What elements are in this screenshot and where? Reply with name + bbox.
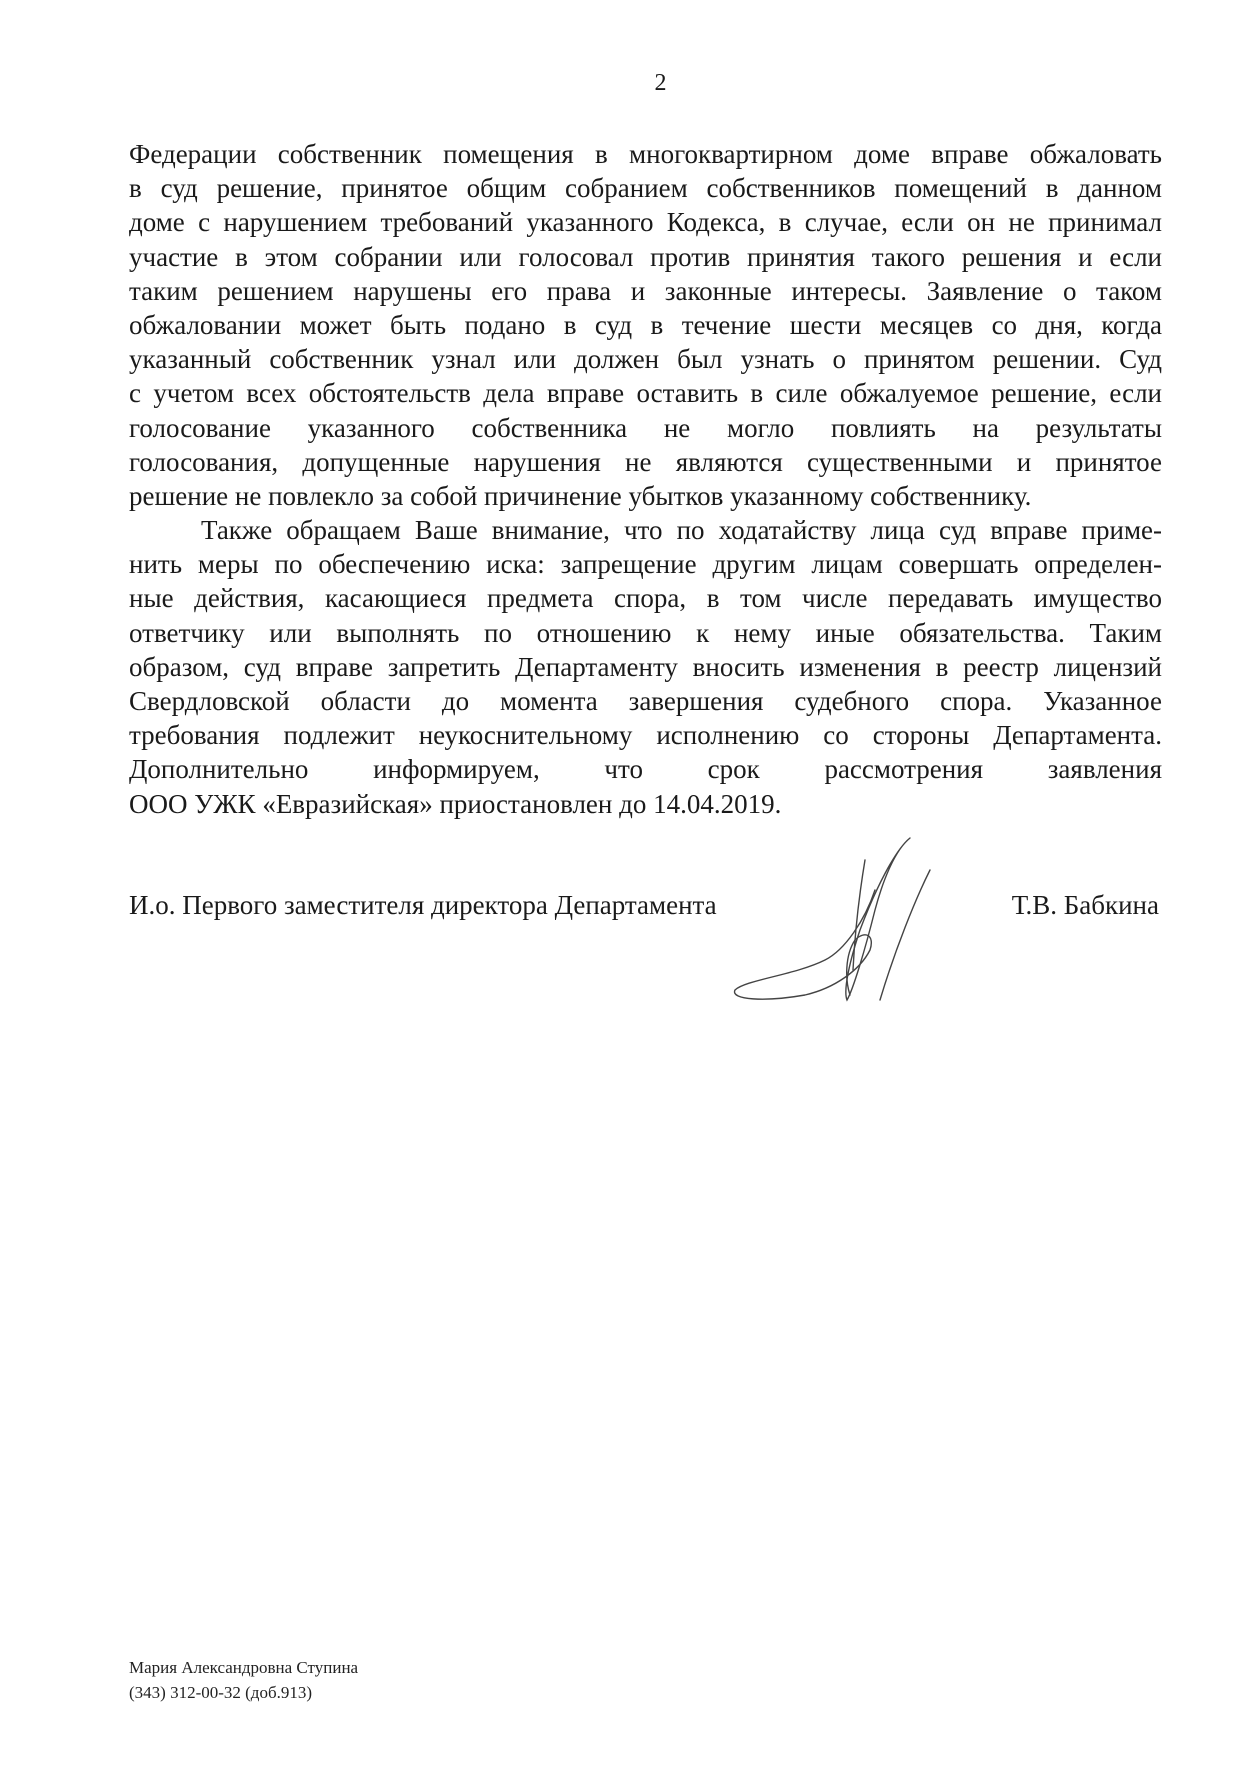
text-line: решение не повлекло за собой причинение убытков указанному собственнику.	[129, 480, 1032, 511]
text-line: Дополнительно информируем, что срок рассмотрения заявления	[129, 754, 1162, 785]
page-number: 2	[654, 70, 667, 96]
text-line: ООО УЖК «Евразийская» приостановлен до 14.04.2019.	[129, 788, 782, 819]
letter-body	[129, 137, 1162, 821]
text-line: ные действия, касающиеся предмета спора, в том числе передавать имущество	[129, 583, 1162, 614]
paragraph-2	[129, 513, 1162, 821]
signatory-name: Т.В. Бабкина	[1011, 890, 1159, 920]
text-line: Свердловской области до момента завершения судебного спора. Указанное	[129, 686, 1162, 716]
executor-phone: (343) 312-00-32 (доб.913)	[129, 1683, 313, 1702]
text-line: таким решением нарушены его права и законные интересы. Заявление о таком	[129, 275, 1162, 306]
text-line: доме с нарушением требований указанного Кодекса, в случае, если он не принимал	[129, 207, 1162, 238]
text-line: Федерации собственник помещения в многоквартирном доме вправе обжаловать	[129, 139, 1162, 169]
signatory-position: И.о. Первого заместителя директора Департамента	[129, 890, 717, 920]
text-line: требования подлежит неукоснительному исполнению со стороны Департамента.	[129, 720, 1162, 751]
text-line: обжаловании может быть подано в суд в течение шести месяцев со дня, когда	[129, 309, 1162, 340]
text-line: нить меры по обеспечению иска: запрещение другим лицам совершать определен-	[129, 549, 1162, 580]
text-line: образом, суд вправе запретить Департаменту вносить изменения в реестр лицензий	[129, 651, 1162, 682]
text-line: указанный собственник узнал или должен был узнать о принятом решении. Суд	[129, 344, 1162, 375]
executor-contact	[129, 1655, 358, 1705]
paragraph-1	[129, 137, 1162, 513]
text-line: в суд решение, принятое общим собранием собственников помещений в данном	[129, 173, 1162, 204]
text-line: голосование указанного собственника не могло повлиять на результаты	[129, 412, 1162, 443]
text-line: с учетом всех обстоятельств дела вправе оставить в силе обжалуемое решение, если	[129, 378, 1162, 409]
text-line: ответчику или выполнять по отношению к нему иные обязательства. Таким	[129, 617, 1162, 648]
text-line: участие в этом собрании или голосовал против принятия такого решения и если	[129, 241, 1162, 272]
handwritten-signature	[725, 830, 940, 1010]
text-line: Также обращаем Ваше внимание, что по ходатайству лица суд вправе приме-	[201, 515, 1162, 546]
text-line: голосования, допущенные нарушения не являются существенными и принятое	[129, 446, 1162, 477]
executor-name: Мария Александровна Ступина	[129, 1658, 359, 1677]
